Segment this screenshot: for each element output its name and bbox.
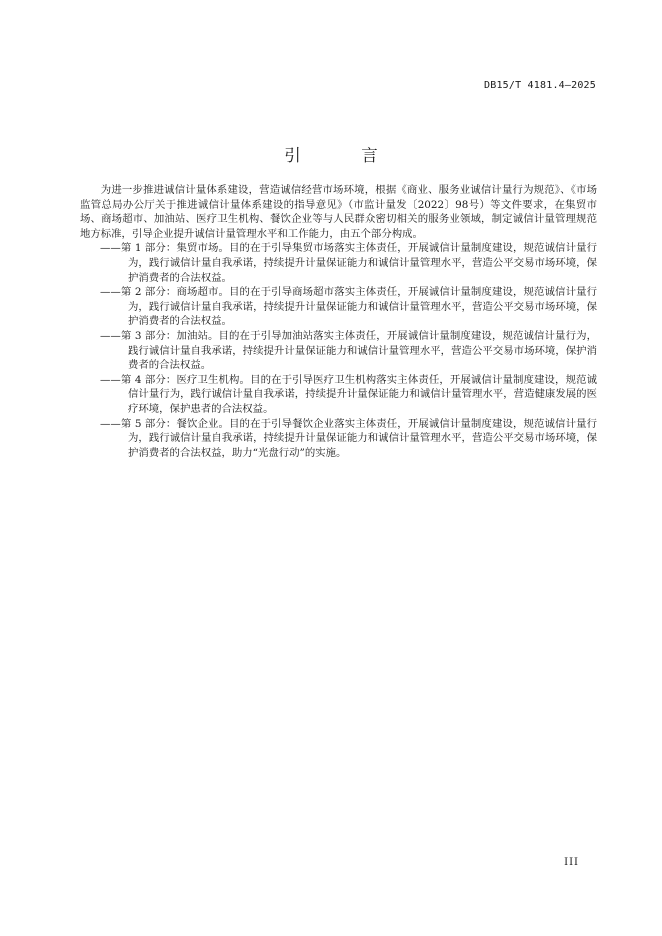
document-body — [80, 183, 597, 460]
part-item-5: ——第 5 部分：餐饮企业。目的在于引导餐饮企业落实主体责任，开展诚信计量制度建设，规范诚信计量行为，践行诚信计量自我承诺，持续提升计量保证能力和诚信计量管理水平，营造公平交易市场环境，保护消费者的合法权益，助力“光盘行动”的实施。 — [100, 417, 597, 459]
page-title: 引 言 — [284, 146, 400, 165]
intro-paragraph: 为进一步推进诚信计量体系建设，营造诚信经营市场环境，根据《商业、服务业诚信计量行为规范》、《市场监管总局办公厅关于推进诚信计量体系建设的指导意见》（市监计量发〔2022〕98号）等文件要求，在集贸市场、商场超市、加油站、医疗卫生机构、餐饮企业等与人民群众密切相关的服务业领域，制定诚信计量管理规范地方标准，引导企业提升诚信计量管理水平和工作能力，由五个部分构成。 — [80, 184, 597, 240]
part-item-3: ——第 3 部分：加油站。目的在于引导加油站落实主体责任，开展诚信计量制度建设，规范诚信计量行为，践行诚信计量自我承诺，持续提升计量保证能力和诚信计量管理水平，营造公平交易市场环境，保护消费者的合法权益。 — [100, 329, 597, 372]
parts-list — [80, 241, 597, 460]
part-item-2: ——第 2 部分：商场超市。目的在于引导商场超市落实主体责任，开展诚信计量制度建设，规范诚信计量行为，践行诚信计量自我承诺，持续提升计量保证能力和诚信计量管理水平，营造公平交易市场环境，保护消费者的合法权益。 — [100, 286, 597, 328]
page-number: III — [564, 857, 579, 868]
part-item-4: ——第 4 部分：医疗卫生机构。目的在于引导医疗卫生机构落实主体责任，开展诚信计量制度建设，规范诚信计量行为，践行诚信计量自我承诺，持续提升计量保证能力和诚信计量管理水平，营造健康发展的医疗环境，保护患者的合法权益。 — [100, 373, 597, 415]
part-item-1: ——第 1 部分：集贸市场。目的在于引导集贸市场落实主体责任，开展诚信计量制度建设，规范诚信计量行为，践行诚信计量自我承诺，持续提升计量保证能力和诚信计量管理水平，营造公平交易市场环境，保护消费者的合法权益。 — [100, 242, 597, 284]
document-code: DB15/T 4181.4—2025 — [484, 80, 596, 91]
